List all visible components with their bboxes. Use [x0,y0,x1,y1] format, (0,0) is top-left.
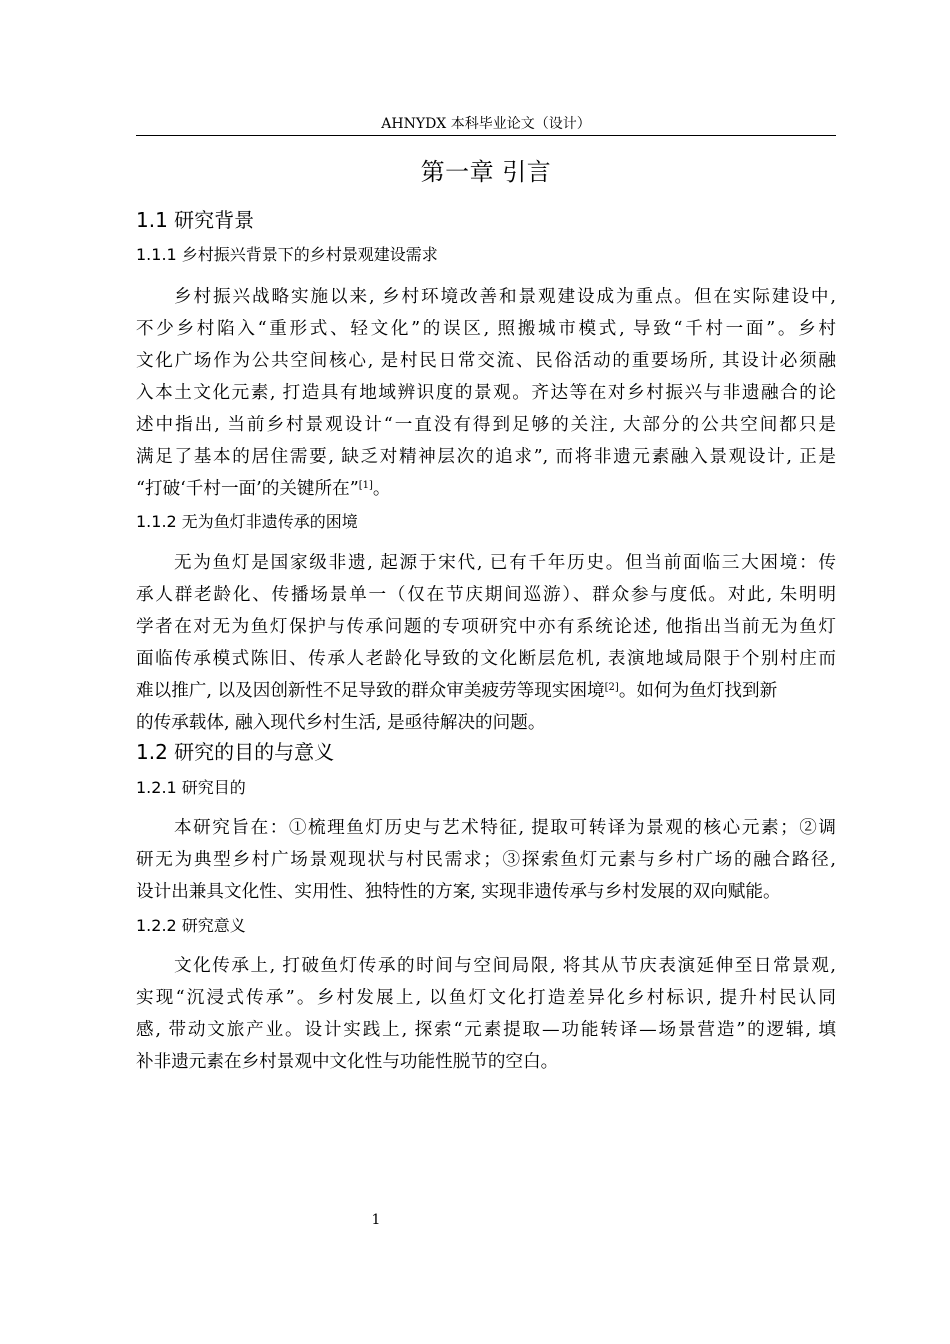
citation-marker: [2] [604,682,619,693]
chapter-title: 第一章 引言 [420,158,552,186]
paragraph-1-1-1 [136,281,836,505]
paragraph-line: 满足了基本的居住需要, 缺乏对精神层次的追求”, 而将非遗元素融入景观设计, 正是 [136,447,836,467]
paragraph-line: 文化传承上, 打破鱼灯传承的时间与空间局限, 将其从节庆表演延伸至日常景观, [174,956,836,976]
paragraph-line: 乡村振兴战略实施以来, 乡村环境改善和景观建设成为重点。但在实际建设中, [174,287,836,307]
paragraph-last-line: 的传承载体, 融入现代乡村生活, 是亟待解决的问题。 [136,713,546,733]
running-header: AHNYDX 本科毕业论文（设计） [381,116,591,132]
paragraph-line: 感, 带动文旅产业。设计实践上, 探索“元素提取—功能转译—场景营造”的逻辑, 填 [136,1020,836,1040]
paragraph-last-line: 补非遗元素在乡村景观中文化性与功能性脱节的空白。 [136,1052,559,1072]
citation-marker: [1] [358,480,373,491]
header-rule [136,135,836,136]
section-heading-1-1: 1.1 研究背景 [136,208,255,232]
paragraph-text: “打破‘千村一面’的关键所在” [136,479,359,499]
paragraph-last-line [136,473,836,505]
paragraph-line: 不少乡村陷入“重形式、轻文化”的误区, 照搬城市模式, 导致“千村一面”。乡村 [136,319,836,339]
paragraph-1-2-2 [136,950,836,1078]
paragraph-last-line: 设计出兼具文化性、实用性、独特性的方案, 实现非遗传承与乡村发展的双向赋能。 [136,882,781,902]
paragraph-line: 文化广场作为公共空间核心, 是村民日常交流、民俗活动的重要场所, 其设计必须融 [136,351,836,371]
paragraph-line: 研无为典型乡村广场景观现状与村民需求；③探索鱼灯元素与乡村广场的融合路径, [136,850,836,870]
paragraph-line: 无为鱼灯是国家级非遗, 起源于宋代, 已有千年历史。但当前面临三大困境：传 [174,553,836,573]
paragraph-line: 述中指出, 当前乡村景观设计“一直没有得到足够的关注, 大部分的公共空间都只是 [136,415,836,435]
paragraph-line: 面临传承模式陈旧、传承人老龄化导致的文化断层危机, 表演地域局限于个别村庄而 [136,649,836,669]
paragraph-line: 学者在对无为鱼灯保护与传承问题的专项研究中亦有系统论述, 他指出当前无为鱼灯 [136,617,836,637]
subsection-heading-1-1-1: 1.1.1 乡村振兴背景下的乡村景观建设需求 [136,245,438,264]
paragraph-line: 承人群老龄化、传播场景单一（仅在节庆期间巡游）、群众参与度低。对此, 朱明明 [136,585,836,605]
paragraph-text: 。如何为鱼灯找到新 [618,681,778,701]
paragraph-line: 本研究旨在：①梳理鱼灯历史与艺术特征, 提取可转译为景观的核心元素；②调 [174,818,836,838]
section-heading-1-2: 1.2 研究的目的与意义 [136,740,335,764]
paragraph-line: 入本土文化元素, 打造具有地域辨识度的景观。齐达等在对乡村振兴与非遗融合的论 [136,383,836,403]
paragraph-line [136,675,836,707]
paragraph-text: 。 [372,479,391,499]
subsection-heading-1-2-2: 1.2.2 研究意义 [136,916,246,935]
paragraph-1-2-1 [136,812,836,908]
page-number: 1 [371,1212,381,1228]
subsection-heading-1-2-1: 1.2.1 研究目的 [136,778,246,797]
subsection-heading-1-1-2: 1.1.2 无为鱼灯非遗传承的困境 [136,512,358,531]
paragraph-text: 难以推广, 以及因创新性不足导致的群众审美疲劳等现实困境 [136,681,605,701]
paragraph-line: 实现“沉浸式传承”。乡村发展上, 以鱼灯文化打造差异化乡村标识, 提升村民认同 [136,988,836,1008]
paragraph-1-1-2 [136,547,836,739]
